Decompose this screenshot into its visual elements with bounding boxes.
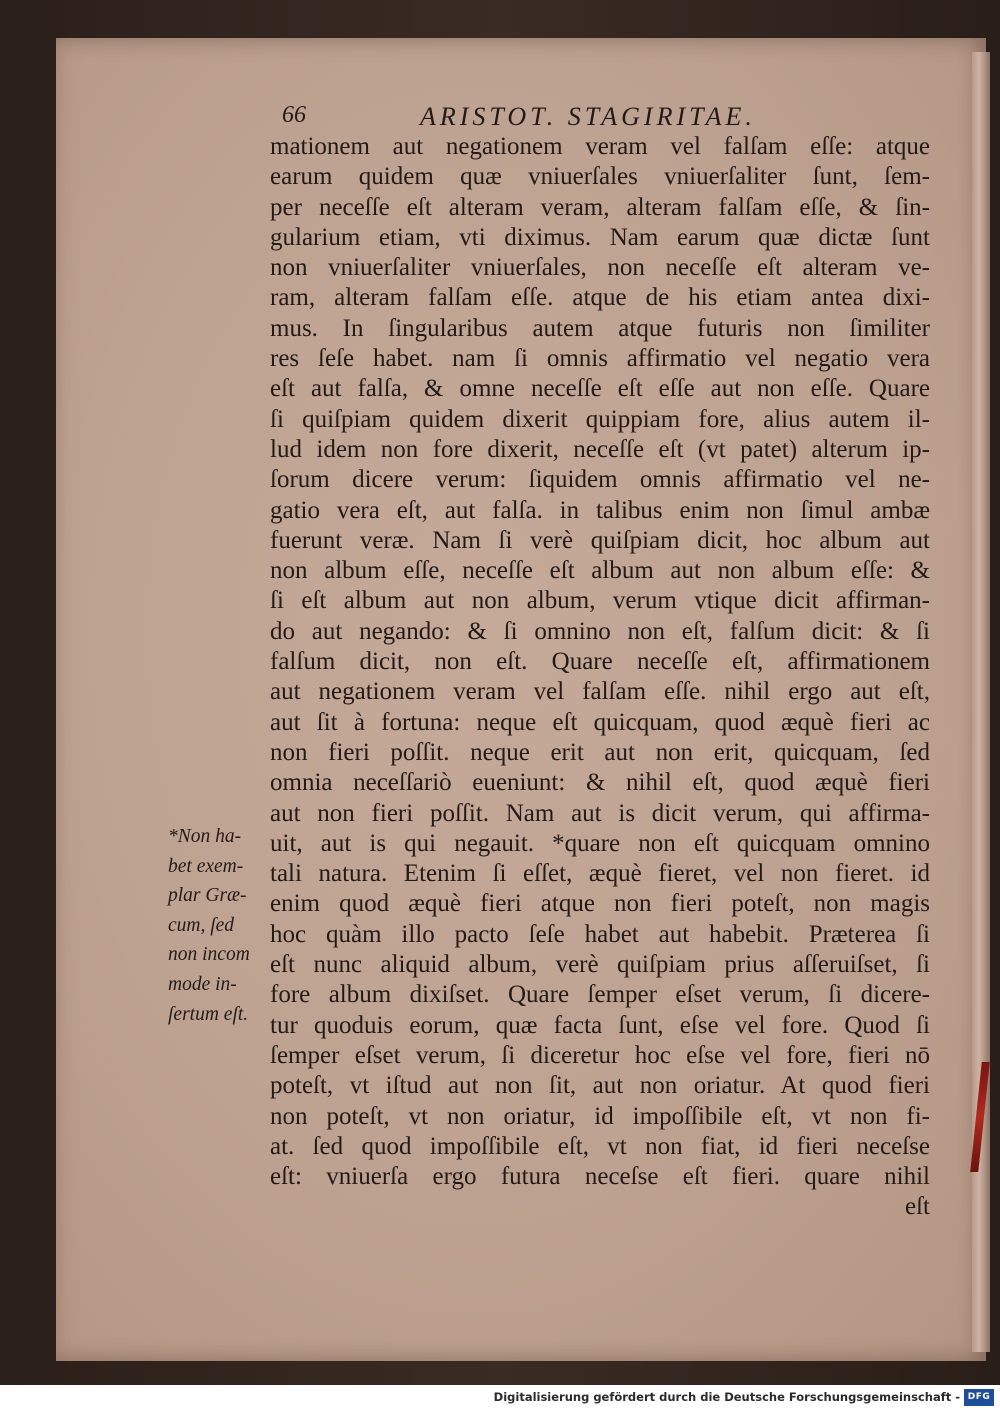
text-line: aut non fieri poſſit. Nam aut is dicit verum, qui affirma- — [270, 799, 930, 827]
text-line: mus. In ſingularibus autem atque futuris non ſimiliter — [270, 314, 930, 342]
text-line: falſum dicit, non eſt. Quare neceſſe eſt, affirmationem — [270, 648, 930, 676]
catchword: eſt — [905, 1193, 930, 1221]
margin-note-line: *Non ha- — [168, 826, 242, 847]
text-line: ſemper eſset verum, ſi diceretur hoc eſse vel fore, fieri nō — [270, 1041, 930, 1069]
text-line: mationem aut negationem veram vel falſam eſſe: atque — [270, 133, 930, 160]
text-line: enim quod æquè fieri atque non fieri poteſt, non magis — [270, 890, 930, 918]
text-line: aut negationem veram vel falſam eſſe. nihil ergo aut eſt, — [270, 678, 930, 706]
text-line: non poteſt, vt non oriatur, id impoſſibile eſt, vt non fi- — [270, 1102, 930, 1130]
text-line: res ſeſe habet. nam ſi omnis affirmatio vel negatio vera — [270, 345, 930, 373]
text-line: omnia neceſſariò eueniunt: & nihil eſt, quod æquè fieri — [270, 769, 930, 797]
text-line: non fieri poſſit. neque erit aut non erit, quicquam, ſed — [270, 738, 930, 766]
text-line: per neceſſe eſt alteram veram, alteram falſam eſſe, & ſin- — [270, 193, 930, 221]
text-line: fore album dixiſset. Quare ſemper eſset verum, ſi dicere- — [270, 981, 930, 1009]
margin-note-line: plar Græ- — [168, 885, 247, 907]
running-head — [270, 102, 930, 136]
text-line: uit, aut is qui negauit. *quare non eſt quicquam omnino — [270, 829, 930, 857]
text-line: gatio vera eſt, aut falſa. in talibus enim non ſimul ambæ — [270, 496, 930, 524]
text-line: poteſt, vt iſtud aut non ſit, aut non oriatur. At quod fieri — [270, 1072, 930, 1100]
dfg-logo-icon: DFG — [964, 1389, 994, 1406]
text-line: ſorum dicere verum: ſiquidem omnis affirmatio vel ne- — [270, 466, 930, 494]
text-line: non album eſſe, neceſſe eſt album aut non album eſſe: & — [270, 557, 930, 585]
margin-note-line: mode in- — [168, 973, 237, 995]
text-line: earum quidem quæ vniuerſales vniuerſaliter ſunt, ſem- — [270, 163, 930, 191]
digitization-footer — [0, 1385, 1000, 1411]
margin-note-line: ſertum eſt. — [168, 1003, 249, 1025]
text-line: ſi eſt album aut non album, verum vtique dicit affirman- — [270, 587, 930, 615]
text-line: lud idem non fore dixerit, neceſſe eſt (vt patet) alterum ip- — [270, 435, 930, 463]
funding-credit: Digitalisierung gefördert durch die Deutsche Forschungsgemeinschaft - — [493, 1390, 960, 1404]
margin-note-line: cum, ſed — [168, 914, 235, 936]
text-line: hoc quàm illo pacto ſeſe habet aut habebit. Præterea ſi — [270, 920, 930, 948]
text-line: eſt: vniuerſa ergo futura neceſse eſt fieri. quare nihil — [270, 1163, 930, 1191]
text-line: fuerunt veræ. Nam ſi verè quiſpiam dicit, hoc album aut — [270, 526, 930, 554]
text-line: tali natura. Etenim ſi eſſet, æquè fieret, vel non fieret. id — [270, 860, 930, 888]
text-line: ram, alteram falſam eſſe. atque de his etiam antea dixi- — [270, 284, 930, 312]
text-line: do aut negando: & ſi omnino non eſt, falſum dicit: & ſi — [270, 617, 930, 645]
page-number: 66 — [282, 102, 306, 128]
text-line: aut ſit à fortuna: neque eſt quicquam, quod æquè fieri ac — [270, 708, 930, 736]
text-line: tur quoduis eorum, quæ facta ſunt, eſse vel fore. Quod ſi — [270, 1011, 930, 1039]
running-title: ARISTOT. STAGIRITAE. — [420, 102, 756, 131]
text-line: ſi quiſpiam quidem dixerit quippiam fore, alius autem il- — [270, 405, 930, 433]
text-line: eſt aut falſa, & omne neceſſe eſt eſſe aut non eſſe. Quare — [270, 375, 930, 403]
margin-note-line: non incom — [168, 944, 250, 966]
text-line: non vniuerſaliter vniuerſales, non neceſſe eſt alteram ve- — [270, 254, 930, 282]
text-line: gularium etiam, vti diximus. Nam earum quæ dictæ ſunt — [270, 223, 930, 251]
margin-note-line: bet exem- — [168, 855, 244, 877]
text-line: eſt nunc aliquid album, verè quiſpiam prius aſſeruiſset, ſi — [270, 951, 930, 979]
body-text — [270, 132, 930, 1223]
text-line: at. ſed quod impoſſibile eſt, vt non fiat, id fieri neceſse — [270, 1132, 930, 1160]
marginal-note — [168, 822, 278, 1029]
